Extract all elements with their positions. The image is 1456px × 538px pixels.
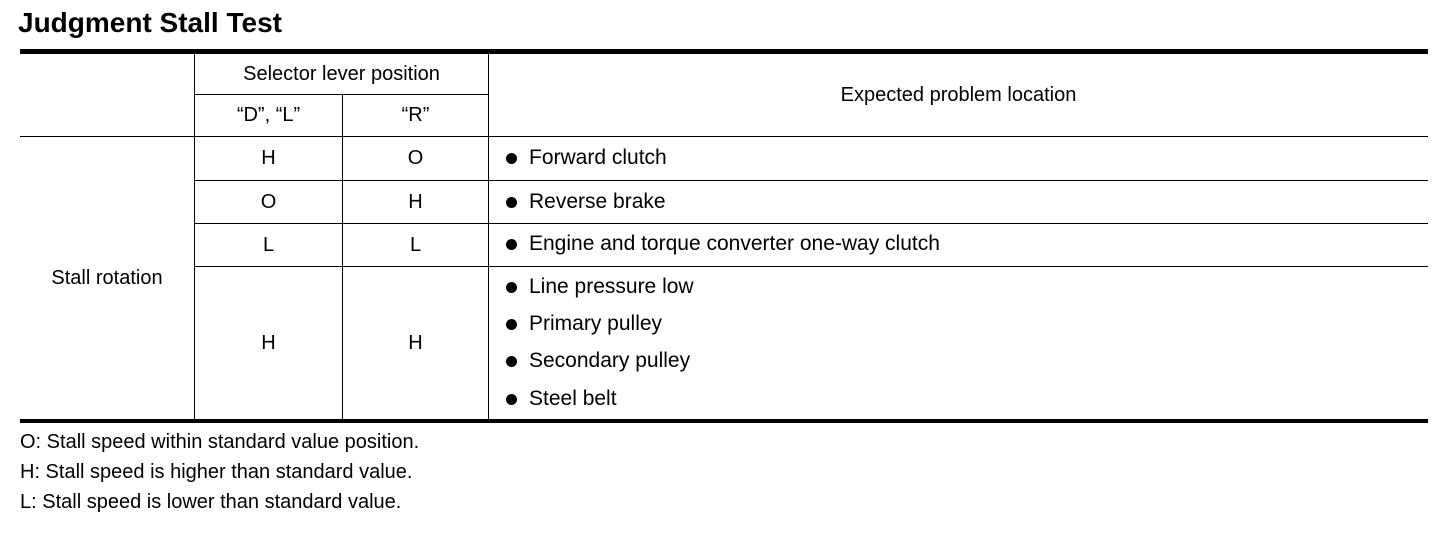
list-item-text: Reverse brake (529, 190, 666, 213)
list-item (505, 385, 617, 413)
legend-note-o: O: Stall speed within standard value position. (20, 431, 420, 453)
bullet-icon (506, 394, 517, 405)
list-item-text: Forward clutch (529, 146, 667, 169)
header-selector-lever-position: Selector lever position (243, 62, 440, 85)
table-cell-r: H (408, 190, 423, 213)
legend-note-l: L: Stall speed is lower than standard value. (20, 491, 402, 513)
list-item (505, 347, 690, 375)
list-item-text: Secondary pulley (529, 349, 691, 372)
table-cell-dl: H (261, 147, 276, 169)
table-cell-dl: O (260, 190, 277, 213)
list-item-text: Engine and torque converter one-way clutch (529, 232, 940, 255)
bullet-icon (506, 239, 517, 250)
list-item-text: Primary pulley (529, 312, 663, 335)
page-title: Judgment Stall Test (18, 7, 282, 38)
row-group-label: Stall rotation (51, 266, 163, 289)
table-bottom-rule (20, 419, 1428, 423)
legend-note-h: H: Stall speed is higher than standard value. (20, 461, 413, 483)
bullet-icon (506, 197, 517, 208)
list-item (505, 273, 694, 301)
list-item-text: Steel belt (529, 387, 617, 410)
list-item (505, 188, 666, 216)
bullet-icon (506, 319, 517, 330)
table-cell-dl: L (262, 233, 275, 256)
bullet-icon (506, 356, 517, 367)
list-item-text: Line pressure low (529, 275, 694, 298)
header-col-r: “R” (401, 104, 430, 126)
list-item (505, 310, 662, 338)
bullet-icon (506, 153, 517, 164)
table-cell-r: H (408, 331, 423, 354)
bullet-icon (506, 282, 517, 293)
list-item (505, 230, 940, 258)
table-cell-dl: H (261, 331, 276, 354)
list-item (505, 144, 667, 172)
table-cell-r: L (409, 233, 422, 256)
header-expected-problem-location: Expected problem location (840, 83, 1077, 106)
header-col-dl: “D”, “L” (236, 104, 301, 126)
table-cell-r: O (407, 147, 424, 169)
